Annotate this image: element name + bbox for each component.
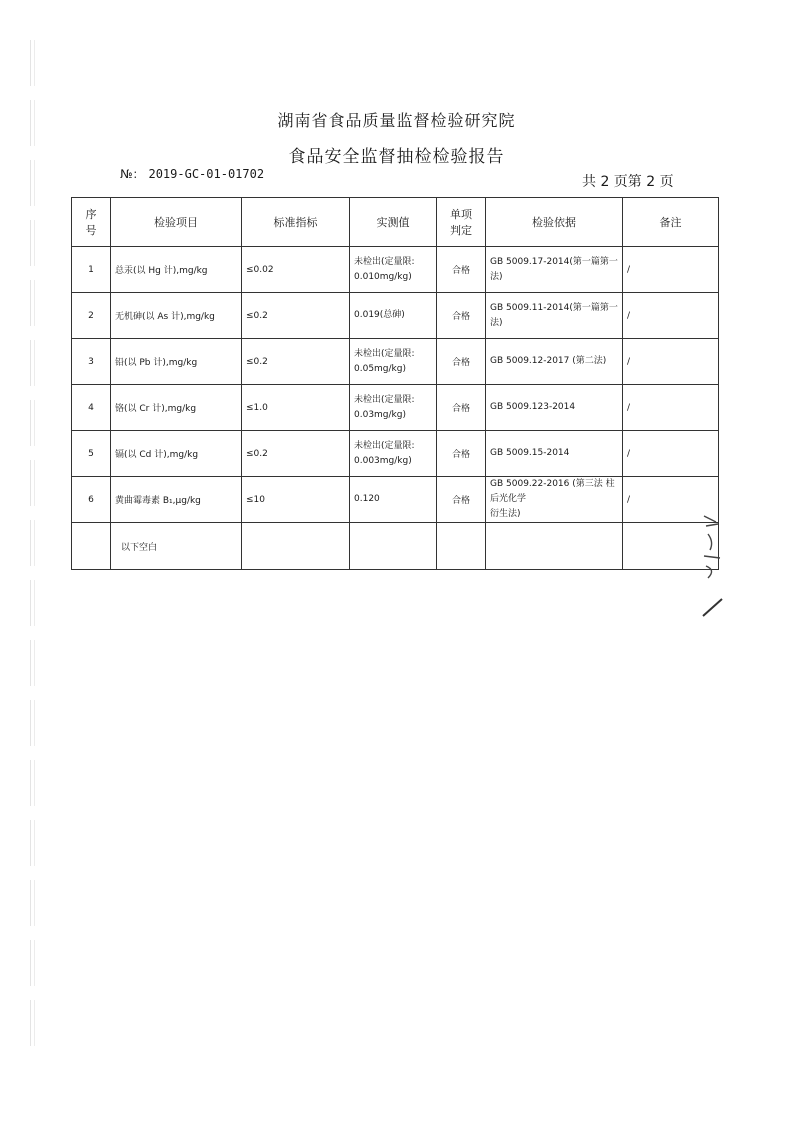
seam-seal-stroke [700, 596, 726, 618]
row-item: 黄曲霉毒素 B₁,μg/kg [111, 477, 242, 523]
row-remark: / [623, 477, 719, 523]
row-seq: 5 [72, 431, 111, 477]
row-judge: 合格 [437, 293, 486, 339]
row-standard: ≤0.2 [242, 339, 350, 385]
row-basis-line2: 衍生法) [490, 509, 521, 519]
row-item: 总汞(以 Hg 计),mg/kg [111, 247, 242, 293]
row-standard: ≤0.2 [242, 293, 350, 339]
organization-name: 湖南省食品质量监督检验研究院 [277, 111, 516, 130]
row-judge: 合格 [437, 477, 486, 523]
row-measured-line2: 0.003mg/kg) [354, 455, 412, 466]
table-row [72, 477, 719, 523]
blank-cell [486, 523, 623, 570]
row-measured [350, 431, 437, 477]
row-basis-line1: GB 5009.15-2014 [490, 448, 570, 458]
row-standard: ≤10 [242, 477, 350, 523]
row-basis-line1: GB 5009.17-2014(第一篇第一法) [490, 256, 618, 282]
row-standard: ≤0.02 [242, 247, 350, 293]
report-number [120, 165, 264, 182]
header-seq-line2: 号 [85, 224, 97, 237]
header-remark: 备注 [623, 198, 719, 247]
header-measured: 实测值 [350, 198, 437, 247]
row-basis-line1: GB 5009.123-2014 [490, 402, 576, 412]
row-seq: 6 [72, 477, 111, 523]
table-header-row [72, 198, 719, 247]
row-basis [486, 293, 623, 339]
row-judge: 合格 [437, 247, 486, 293]
report-number-label: №： [120, 167, 145, 181]
row-basis [486, 247, 623, 293]
header-judge-line1: 单项 [450, 208, 472, 221]
row-measured-line2: 0.05mg/kg) [354, 363, 406, 374]
row-measured-line1: 未检出(定量限: [354, 440, 415, 451]
blank-cell [350, 523, 437, 570]
row-remark: / [623, 247, 719, 293]
row-measured-line1: 未检出(定量限: [354, 394, 415, 405]
row-measured-line1: 0.019(总砷) [354, 310, 405, 320]
row-measured [350, 293, 437, 339]
page-indicator: 共 2 页第 2 页 [582, 174, 674, 190]
header-seq [72, 198, 111, 247]
header-basis: 检验依据 [486, 198, 623, 247]
table-row [72, 339, 719, 385]
row-judge: 合格 [437, 339, 486, 385]
row-measured-line2: 0.010mg/kg) [354, 271, 412, 282]
header-seq-line1: 序 [85, 208, 97, 221]
row-measured-line2: 0.03mg/kg) [354, 409, 406, 420]
row-remark: / [623, 385, 719, 431]
row-item: 无机砷(以 As 计),mg/kg [111, 293, 242, 339]
row-basis-line1: GB 5009.22-2016 (第三法 柱后光化学 [490, 479, 615, 504]
row-basis [486, 431, 623, 477]
row-basis [486, 339, 623, 385]
header-standard: 标准指标 [242, 198, 350, 247]
blank-label: 以下空白 [111, 523, 242, 570]
row-remark: / [623, 293, 719, 339]
row-judge: 合格 [437, 431, 486, 477]
row-item: 铬(以 Cr 计),mg/kg [111, 385, 242, 431]
row-judge: 合格 [437, 385, 486, 431]
row-basis [486, 385, 623, 431]
row-seq: 1 [72, 247, 111, 293]
row-measured [350, 385, 437, 431]
row-remark: / [623, 339, 719, 385]
blank-cell [437, 523, 486, 570]
row-measured [350, 339, 437, 385]
table-row-blank [72, 523, 719, 570]
row-seq: 4 [72, 385, 111, 431]
row-standard: ≤0.2 [242, 431, 350, 477]
row-seq: 2 [72, 293, 111, 339]
table-row [72, 293, 719, 339]
row-measured-line1: 0.120 [354, 494, 380, 504]
report-title: 食品安全监督抽检检验报告 [288, 147, 505, 167]
row-remark: / [623, 431, 719, 477]
row-basis [486, 477, 623, 523]
row-measured-line1: 未检出(定量限: [354, 348, 415, 359]
row-item: 镉(以 Cd 计),mg/kg [111, 431, 242, 477]
header-judge-line2: 判定 [450, 224, 472, 237]
inspection-results-table [71, 197, 719, 570]
header-item: 检验项目 [111, 198, 242, 247]
row-basis-line1: GB 5009.12-2017 (第二法) [490, 356, 607, 366]
table-row [72, 385, 719, 431]
blank-cell [242, 523, 350, 570]
row-measured [350, 247, 437, 293]
table-row [72, 431, 719, 477]
blank-seq [72, 523, 111, 570]
report-number-value: 2019-GC-01-01702 [148, 167, 265, 181]
row-standard: ≤1.0 [242, 385, 350, 431]
row-item: 铅(以 Pb 计),mg/kg [111, 339, 242, 385]
row-measured [350, 477, 437, 523]
row-seq: 3 [72, 339, 111, 385]
row-measured-line1: 未检出(定量限: [354, 256, 415, 267]
margin-binding-marks [30, 40, 44, 1080]
table-row [72, 247, 719, 293]
header-judge [437, 198, 486, 247]
row-basis-line1: GB 5009.11-2014(第一篇第一法) [490, 302, 618, 328]
seam-seal-fragment [700, 512, 724, 582]
